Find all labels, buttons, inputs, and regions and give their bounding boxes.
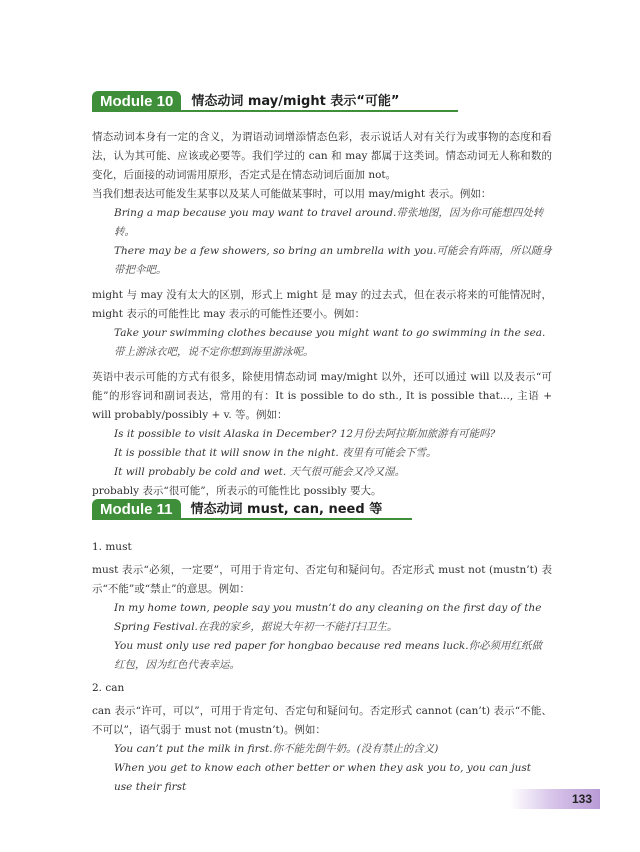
intro-paragraph: 情态动词本身有一定的含义，为谓语动词增添情态色彩，表示说话人对有关行为或事物的态度和看法，认为其可能、应该或必要等。我们学过的 can 和 may 都属于这类词。情态动词无人称和数的变化，后面接的动词需用原形，否定式是在情态动词后面加 not。 [92,131,552,181]
example-must-2: You must only use red paper for hongbao because red means luck.你必须用红纸做红包，因为红色代表幸运。 [114,640,543,671]
example-3: Take your swimming clothes because you might want to go swimming in the sea.带上游泳衣吧，说不定你想到海里游泳呢。 [114,327,546,358]
module-11-header [92,498,392,520]
can-paragraph: can 表示“许可，可以”，可用于肯定句、否定句和疑问句。否定形式 cannot (can’t) 表示“不能、不可以”，语气弱于 must not (mustn’t)。例如： [92,705,552,736]
section-must-heading: 1. must [92,541,132,553]
module-11-body [92,538,552,797]
ways-paragraph: 英语中表示可能的方式有很多，除使用情态动词 may/might 以外，还可以通过 will 以及表示“可能”的形容词和副词表达，常用的有：It is possible to do sth., It is possible that..., 主语 + will probably/possibly + v. 等。例如： [92,371,552,421]
might-paragraph: might 与 may 没有太大的区别，形式上 might 是 may 的过去式，但在表示将来的可能情况时，might 表示的可能性比 may 表示的可能性还要小。例如： [92,289,552,320]
module-10-header [92,90,409,112]
page-number-tab [510,789,600,809]
example-can-2: When you get to know each other better or when they ask you to, you can just use their first [114,762,531,793]
module-10-body [92,128,552,501]
module-11-underline [92,518,412,520]
example-2: There may be a few showers, so bring an umbrella with you.可能会有阵雨，所以随身带把伞吧。 [114,245,552,276]
module-10-title: 情态动词 may/might 表示“可能” [191,94,400,109]
may-might-paragraph: 当我们想表达可能发生某事以及某人可能做某事时，可以用 may/might 表示。例如： [92,188,492,200]
module-10-underline [92,110,458,112]
example-4: Is it possible to visit Alaska in December? 12月份去阿拉斯加旅游有可能吗? [114,428,496,440]
example-6: It will probably be cold and wet. 天气很可能会又冷又湿。 [114,466,406,478]
section-can-heading: 2. can [92,682,125,694]
probably-paragraph: probably 表示“很可能”，所表示的可能性比 possibly 要大。 [92,485,382,497]
page-number: 133 [571,792,592,806]
must-paragraph: must 表示“必须，一定要”，可用于肯定句、否定句和疑问句。否定形式 must not (mustn’t) 表示“不能”或“禁止”的意思。例如： [92,564,552,595]
example-must-1: In my home town, people say you mustn’t do any cleaning on the first day of the Spring Festival.在我的家乡，据说大年初一不能打扫卫生。 [114,602,542,633]
module-11-title: 情态动词 must, can, need 等 [190,502,383,517]
module-11-badge: Module 11 [92,499,181,520]
example-5: It is possible that it will snow in the night. 夜里有可能会下雪。 [114,447,437,459]
example-1: Bring a map because you may want to travel around.带张地图，因为你可能想四处转转。 [114,207,544,238]
example-can-1: You can’t put the milk in first.你不能先倒牛奶。(没有禁止的含义) [114,743,439,755]
module-10-badge: Module 10 [92,91,181,112]
